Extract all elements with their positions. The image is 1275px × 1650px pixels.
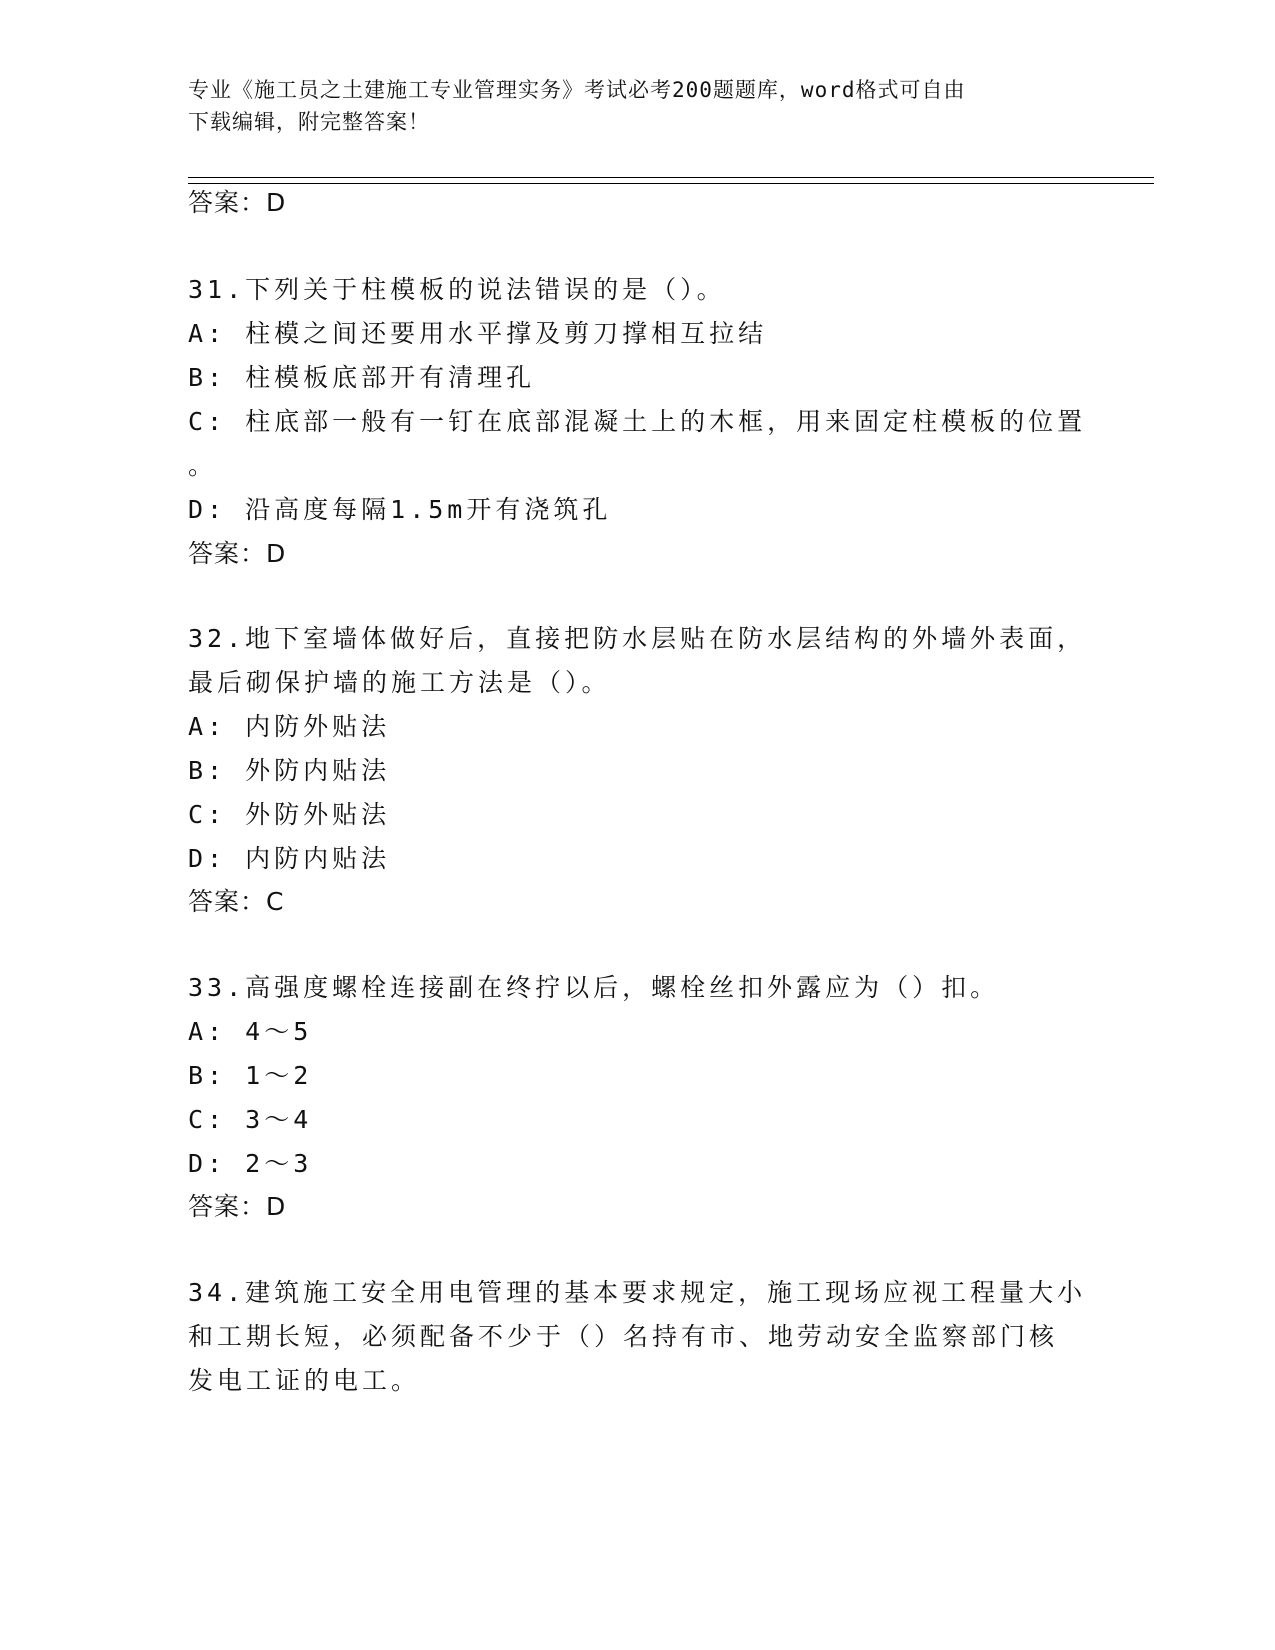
document-header	[188, 74, 1088, 138]
q31-answer: 答案：D	[188, 539, 287, 568]
q34-stem-line-1: 34.建筑施工安全用电管理的基本要求规定，施工现场应视工程量大小	[188, 1278, 1087, 1307]
q34-stem-line-2: 和工期长短，必须配备不少于（）名持有市、地劳动安全监察部门核	[188, 1322, 1059, 1351]
q32-stem-line-2: 最后砌保护墙的施工方法是（）。	[188, 668, 611, 697]
q31-option-a: A: 柱模之间还要用水平撑及剪刀撑相互拉结	[188, 319, 768, 348]
header-divider-top	[188, 177, 1154, 178]
q31-option-c-line-1: C: 柱底部一般有一钉在底部混凝土上的木框，用来固定柱模板的位置	[188, 407, 1087, 436]
q33-option-b: B: 1～2	[188, 1061, 313, 1090]
q33-option-d: D: 2～3	[188, 1149, 313, 1178]
q32-answer: 答案：C	[188, 887, 285, 916]
q32-option-b: B: 外防内贴法	[188, 756, 391, 785]
q33-answer: 答案：D	[188, 1192, 287, 1221]
q33-option-c: C: 3～4	[188, 1105, 313, 1134]
q32-option-c: C: 外防外贴法	[188, 800, 391, 829]
header-line-1: 专业《施工员之土建施工专业管理实务》考试必考200题题库，word格式可自由	[188, 78, 966, 102]
answer-prev: 答案：D	[188, 188, 287, 217]
q32-stem-line-1: 32.地下室墙体做好后，直接把防水层贴在防水层结构的外墙外表面，	[188, 624, 1087, 653]
q31-option-d: D: 沿高度每隔1.5m开有浇筑孔	[188, 495, 612, 524]
q31-option-b: B: 柱模板底部开有清理孔	[188, 363, 536, 392]
q33-stem: 33.高强度螺栓连接副在终拧以后，螺栓丝扣外露应为（）扣。	[188, 973, 1000, 1002]
q31-stem: 31.下列关于柱模板的说法错误的是（）。	[188, 275, 726, 304]
q32-option-d: D: 内防内贴法	[188, 844, 391, 873]
q32-option-a: A: 内防外贴法	[188, 712, 391, 741]
header-divider-bottom	[188, 183, 1154, 184]
q31-option-c-line-2: 。	[188, 451, 218, 480]
q34-stem-line-3: 发电工证的电工。	[188, 1366, 421, 1395]
header-line-2: 下载编辑，附完整答案！	[188, 110, 430, 134]
q33-option-a: A: 4～5	[188, 1017, 313, 1046]
